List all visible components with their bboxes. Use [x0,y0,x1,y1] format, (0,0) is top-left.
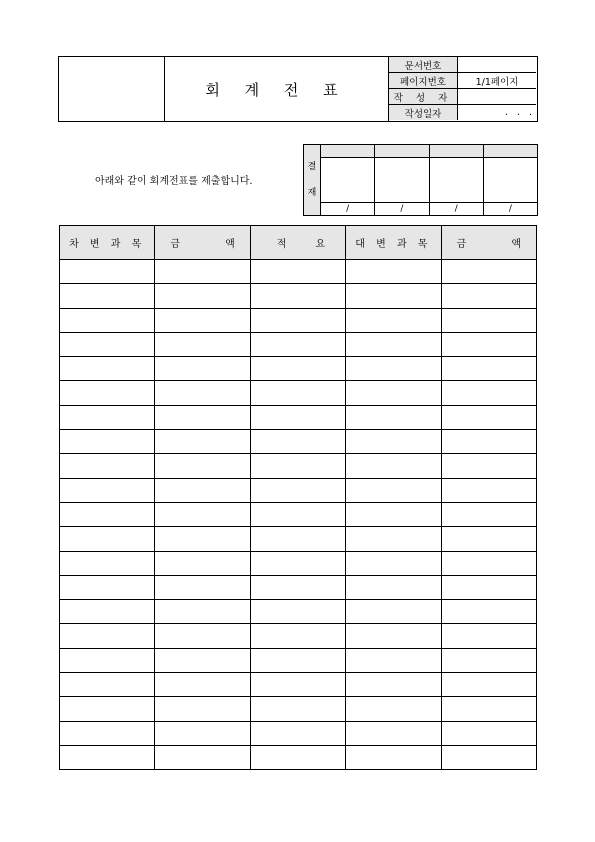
approval-box [303,144,538,216]
table-row [60,721,537,745]
cell-debit-account[interactable] [60,697,155,721]
cell-debit-account[interactable] [60,600,155,624]
cell-credit-amount[interactable] [441,624,536,648]
cell-credit-amount[interactable] [441,527,536,551]
cell-summary[interactable] [250,357,345,381]
signature-box-2[interactable] [375,158,429,203]
doc-number-label: 문서번호 [389,57,458,73]
cell-debit-amount[interactable] [155,308,250,332]
cell-credit-amount[interactable] [441,260,536,284]
cell-debit-account[interactable] [60,648,155,672]
cell-debit-amount[interactable] [155,527,250,551]
cell-summary[interactable] [250,478,345,502]
date-label: 작성일자 [389,105,458,121]
cell-debit-amount[interactable] [155,551,250,575]
sign-date-4[interactable]: / [483,203,537,216]
cell-credit-amount[interactable] [441,284,536,308]
cell-credit-amount[interactable] [441,454,536,478]
cell-debit-account[interactable] [60,745,155,769]
cell-debit-amount[interactable] [155,502,250,526]
cell-credit-amount[interactable] [441,430,536,454]
cell-debit-account[interactable] [60,308,155,332]
cell-debit-account[interactable] [60,527,155,551]
header-credit-amount-p1: 금 [456,239,467,250]
cell-credit-amount[interactable] [441,308,536,332]
table-row [60,308,537,332]
cell-summary[interactable] [250,624,345,648]
document-header [58,56,538,122]
cell-debit-account[interactable] [60,673,155,697]
approver-title-1[interactable] [321,145,375,158]
cell-debit-amount[interactable] [155,648,250,672]
cell-credit-amount[interactable] [441,600,536,624]
sign-date-3[interactable]: / [429,203,483,216]
header-summary-p2: 요 [315,239,326,250]
cell-debit-amount[interactable] [155,721,250,745]
cell-summary[interactable] [250,332,345,356]
table-row [60,551,537,575]
document-info-table [389,57,536,120]
cell-summary[interactable] [250,405,345,429]
cell-credit-amount[interactable] [441,721,536,745]
cell-credit-account[interactable] [346,260,441,284]
cell-debit-amount[interactable] [155,745,250,769]
table-row [60,575,537,599]
cell-credit-account[interactable] [346,284,441,308]
cell-credit-amount[interactable] [441,332,536,356]
table-row [60,648,537,672]
cell-summary[interactable] [250,697,345,721]
cell-summary[interactable] [250,308,345,332]
cell-summary[interactable] [250,527,345,551]
header-credit-account [346,226,441,260]
cell-credit-account[interactable] [346,673,441,697]
table-row [60,357,537,381]
cell-credit-account[interactable] [346,502,441,526]
header-summary-p1: 적 [276,239,287,250]
cell-credit-account[interactable] [346,430,441,454]
approver-title-4[interactable] [483,145,537,158]
cell-summary[interactable] [250,575,345,599]
cell-credit-amount[interactable] [441,502,536,526]
table-row [60,260,537,284]
logo-area [59,57,165,121]
table-row [60,527,537,551]
doc-number-value[interactable] [458,57,537,73]
cell-debit-account[interactable] [60,721,155,745]
cell-debit-account[interactable] [60,454,155,478]
ledger-table-wrapper [59,225,537,770]
cell-debit-amount[interactable] [155,332,250,356]
table-row [60,284,537,308]
cell-credit-account[interactable] [346,478,441,502]
table-row [60,502,537,526]
cell-credit-account[interactable] [346,575,441,599]
cell-debit-amount[interactable] [155,260,250,284]
cell-summary[interactable] [250,260,345,284]
cell-debit-account[interactable] [60,357,155,381]
cell-credit-amount[interactable] [441,357,536,381]
approver-title-3[interactable] [429,145,483,158]
cell-debit-account[interactable] [60,381,155,405]
cell-debit-amount[interactable] [155,454,250,478]
cell-credit-amount[interactable] [441,551,536,575]
cell-credit-account[interactable] [346,308,441,332]
approver-title-2[interactable] [375,145,429,158]
cell-debit-account[interactable] [60,575,155,599]
cell-debit-account[interactable] [60,260,155,284]
cell-debit-amount[interactable] [155,284,250,308]
table-row [60,454,537,478]
sign-date-2[interactable]: / [375,203,429,216]
cell-credit-account[interactable] [346,721,441,745]
cell-credit-amount[interactable] [441,575,536,599]
table-row [60,478,537,502]
cell-summary[interactable] [250,430,345,454]
cell-debit-account[interactable] [60,430,155,454]
sign-date-1[interactable]: / [321,203,375,216]
cell-debit-amount[interactable] [155,600,250,624]
header-credit-amount [441,226,536,260]
signature-box-3[interactable] [429,158,483,203]
ledger-body [60,260,537,770]
cell-summary[interactable] [250,721,345,745]
cell-credit-amount[interactable] [441,381,536,405]
table-row [60,673,537,697]
cell-credit-account[interactable] [346,357,441,381]
table-row [60,697,537,721]
cell-credit-amount[interactable] [441,405,536,429]
cell-summary[interactable] [250,673,345,697]
cell-debit-amount[interactable] [155,575,250,599]
cell-summary[interactable] [250,381,345,405]
author-label: 작 성 자 [389,89,458,105]
table-row [60,405,537,429]
cell-summary[interactable] [250,600,345,624]
signature-box-4[interactable] [483,158,537,203]
date-value[interactable]: . . . [504,107,532,118]
cell-credit-amount[interactable] [441,648,536,672]
ledger-table [59,225,537,770]
cell-debit-account[interactable] [60,624,155,648]
cell-debit-amount[interactable] [155,357,250,381]
table-row [60,624,537,648]
table-row [60,332,537,356]
page-number-value: 1/1페이지 [458,73,537,89]
approval-side-label [304,145,321,216]
cell-debit-amount[interactable] [155,624,250,648]
page-number-label: 페이지번호 [389,73,458,89]
header-debit-amount-p2: 액 [225,239,235,250]
signature-box-1[interactable] [321,158,375,203]
header-summary [250,226,345,260]
header-debit-amount-p1: 금 [170,239,181,250]
cell-credit-amount[interactable] [441,745,536,769]
cell-debit-account[interactable] [60,284,155,308]
cell-debit-amount[interactable] [155,381,250,405]
approval-side-top: 결 [307,162,317,172]
cell-debit-amount[interactable] [155,405,250,429]
approval-side-bottom: 재 [307,188,317,198]
cell-credit-account[interactable] [346,332,441,356]
cell-summary[interactable] [250,284,345,308]
cell-credit-account[interactable] [346,527,441,551]
cell-credit-account[interactable] [346,745,441,769]
header-debit-amount [155,226,250,260]
cell-credit-account[interactable] [346,648,441,672]
cell-credit-account[interactable] [346,551,441,575]
table-row [60,430,537,454]
header-debit-account-text: 차 변 과 목 [69,239,146,250]
cell-credit-account[interactable] [346,405,441,429]
table-row [60,381,537,405]
cell-credit-amount[interactable] [441,673,536,697]
cell-credit-amount[interactable] [441,697,536,721]
cell-credit-account[interactable] [346,600,441,624]
cell-summary[interactable] [250,648,345,672]
notice-text: 아래와 같이 회계전표를 제출합니다. [95,176,253,187]
cell-credit-account[interactable] [346,381,441,405]
cell-debit-amount[interactable] [155,697,250,721]
header-credit-account-text: 대 변 과 목 [355,239,432,250]
cell-debit-account[interactable] [60,405,155,429]
author-value[interactable] [458,89,537,105]
cell-debit-account[interactable] [60,332,155,356]
cell-summary[interactable] [250,454,345,478]
cell-debit-amount[interactable] [155,430,250,454]
cell-summary[interactable] [250,502,345,526]
table-row [60,600,537,624]
page-title: 회 계 전 표 [165,57,389,121]
cell-debit-account[interactable] [60,502,155,526]
header-credit-amount-p2: 액 [511,239,521,250]
cell-credit-amount[interactable] [441,478,536,502]
cell-debit-account[interactable] [60,551,155,575]
header-debit-account [60,226,155,260]
cell-debit-amount[interactable] [155,478,250,502]
table-row [60,745,537,769]
cell-debit-amount[interactable] [155,673,250,697]
cell-credit-account[interactable] [346,624,441,648]
cell-summary[interactable] [250,551,345,575]
cell-summary[interactable] [250,745,345,769]
cell-debit-account[interactable] [60,478,155,502]
cell-credit-account[interactable] [346,697,441,721]
cell-credit-account[interactable] [346,454,441,478]
